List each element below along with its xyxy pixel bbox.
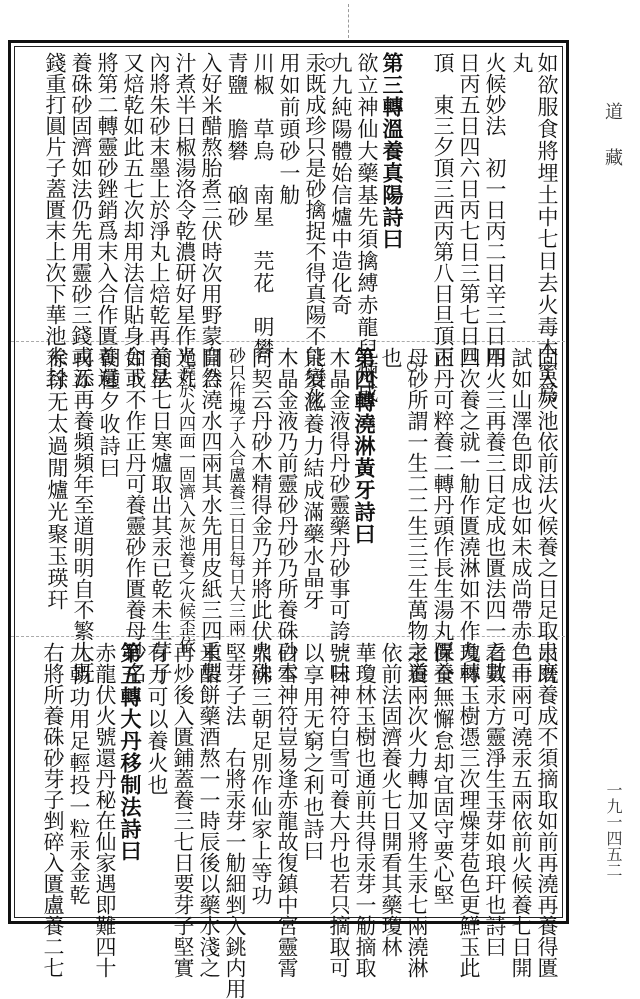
text-column: 堅芽子法 右將汞芽一觔細剉入銚内用 [223, 642, 247, 999]
text-column: 汞既成珍只是砂擒捉不得真陽不能變化 [303, 52, 327, 409]
text-column: 將第二轉靈砂銼銷爲末入合作匱養還 [95, 52, 119, 388]
text-column: 依前法固濟養火七日開看其藥瓊林 [379, 642, 403, 957]
text-column: 米醋餅藥酒熬一一時辰後以藥水淺之 [197, 642, 221, 978]
text-column: 汞養兩次火力轉加又將生汞七兩澆淋 [405, 642, 429, 978]
text-column: 朝種夕收詩曰 [97, 347, 121, 479]
text-column: 用火三再養三日定成也匱法四一之數 [483, 347, 507, 683]
text-column: 汞既養成不須摘取如前再澆再養得匱 [535, 642, 559, 978]
text-column: 固入灰池依前法火候養之日足取出磨 [535, 347, 559, 683]
text-column: 正丹可粹養二轉丹頭作長生湯丸匱養 [431, 347, 455, 683]
fold-mark-top [348, 4, 350, 38]
text-column: 只須滋養力結成滿藥水晶牙 [301, 347, 325, 611]
text-band-upper [16, 52, 562, 409]
text-column: 欲立神仙大藥基先須擒縛赤龍兒煉成 [355, 52, 379, 404]
text-column: 同契云丹砂木精得金乃并將此伏火硃 [249, 347, 273, 683]
text-column: 號曰神符白雪可養大丹也若只摘取可 [327, 642, 351, 978]
text-column: 過澆於火四面一固濟入灰池養之火候歪依 [175, 347, 195, 653]
text-column: 開合澆水四兩其水先用皮紙三四重製 [199, 347, 223, 683]
text-column: 有力可以養火也 [145, 642, 169, 796]
section-heading: 第三轉溫養真陽詩曰 [380, 52, 405, 250]
text-column: 砂只作塊子入合盧養三日日每日大三兩 [225, 347, 245, 636]
text-column: 養硃砂固濟如法仍先用靈砂三錢或五 [69, 52, 93, 388]
text-column: 日丙五日四六日丙七日三第七日旦 [457, 52, 481, 367]
text-column: 如欲服食將埋土中七日去火毒木蜜爲 [535, 52, 559, 404]
text-column: 木晶金液乃前靈砂丹砂乃所養硃砂本 [275, 347, 299, 683]
text-column: 保全無懈怠却宜固守要心堅 [431, 642, 455, 906]
text-column: 再炒後入匱鋪蓋養三七日要芽子堅實 [171, 642, 195, 978]
text-column: 瓊林玉樹憑三次理燥芽苞色更鮮玉此 [457, 642, 481, 978]
text-column: 再添再養頻頻年至道明明自不繁大既 [71, 347, 95, 683]
text-column: 試如山澤色即成也如未成尚帶赤色再 [509, 347, 533, 683]
text-column: 汁煮半日椒湯洛令乾濃研好星作光丸 [173, 52, 197, 388]
text-column: 川椒 草烏 南星 芫花 明礬 [251, 52, 275, 360]
text-column: 徐徐无太過閒爐光聚玉瑛玕 [45, 347, 69, 611]
text-column: 頂 東三夕頂三西丙第八日旦頂丙 [431, 52, 455, 367]
text-column: 火候妙法 初一日丙二日辛三日四 [483, 52, 507, 367]
collection-label: 道藏 [602, 102, 623, 194]
text-column: 四次養之就一觔作匱澆淋如不作九轉 [457, 347, 481, 683]
text-column: 入好米醋熬胎煮三伏時次用野蒙自然 [199, 52, 223, 388]
text-column: 內將朱砂末墨上於淨丸上焙乾再養星 [147, 52, 171, 388]
section-heading: 第五轉大丹移制法詩曰 [118, 642, 143, 862]
text-column: 二十兩可澆汞五兩依前火候養七日開 [509, 642, 533, 978]
text-column: 錢重打圓片子蓋匱末上次下華池末封 [43, 52, 67, 388]
text-band-middle [16, 347, 562, 683]
text-column: 赤龍伏火號還丹秘在仙家遇即難四十 [93, 642, 117, 978]
text-column: 又焙乾如此五七次却用法信貼身合下 [121, 52, 145, 388]
text-column: 青鹽 膽礬 硇砂 [225, 52, 249, 228]
text-column: 前法七日寒爐取出其汞已乾未生芽子 [149, 347, 173, 683]
text-column: 華瓊林玉樹也通前共得汞芽一觔摘取 [353, 642, 377, 978]
text-column: 九九純陽體始信爐中造化奇 [329, 52, 353, 316]
text-band-lower [16, 642, 562, 999]
text-column: 木晶金液得丹砂靈藥丹砂事可誇一味 [327, 347, 351, 683]
text-column: 右將所養硃砂芽子剉碎入匱盧養二七 [41, 642, 65, 978]
text-column: 白雪神符豈易逢赤龍故復鎮中宮靈霄 [275, 642, 299, 978]
section-heading: 第四轉澆淋黃牙詩曰 [352, 347, 377, 545]
text-column: 看其汞方靈淨生玉芽如琅玕也詩曰 [483, 642, 507, 957]
text-column: 以享用无窮之利也詩曰 [301, 642, 325, 862]
text-column: 九朝功用足輕投一粒汞金乾 [67, 642, 91, 906]
text-column: 母砂所謂一生二二生三三生萬物之道 [405, 347, 429, 683]
text-column: 丸 [510, 52, 534, 74]
text-column: 如或不作正丹可養靈砂作匱養母砂名 [123, 347, 147, 683]
page-number: 一九一四五二 [604, 782, 623, 878]
text-column: 用如前頭砂一觔 [277, 52, 301, 206]
text-column: 鼎沸三朝足別作仙家上等功 [249, 642, 273, 906]
text-column: 也 [379, 347, 403, 369]
